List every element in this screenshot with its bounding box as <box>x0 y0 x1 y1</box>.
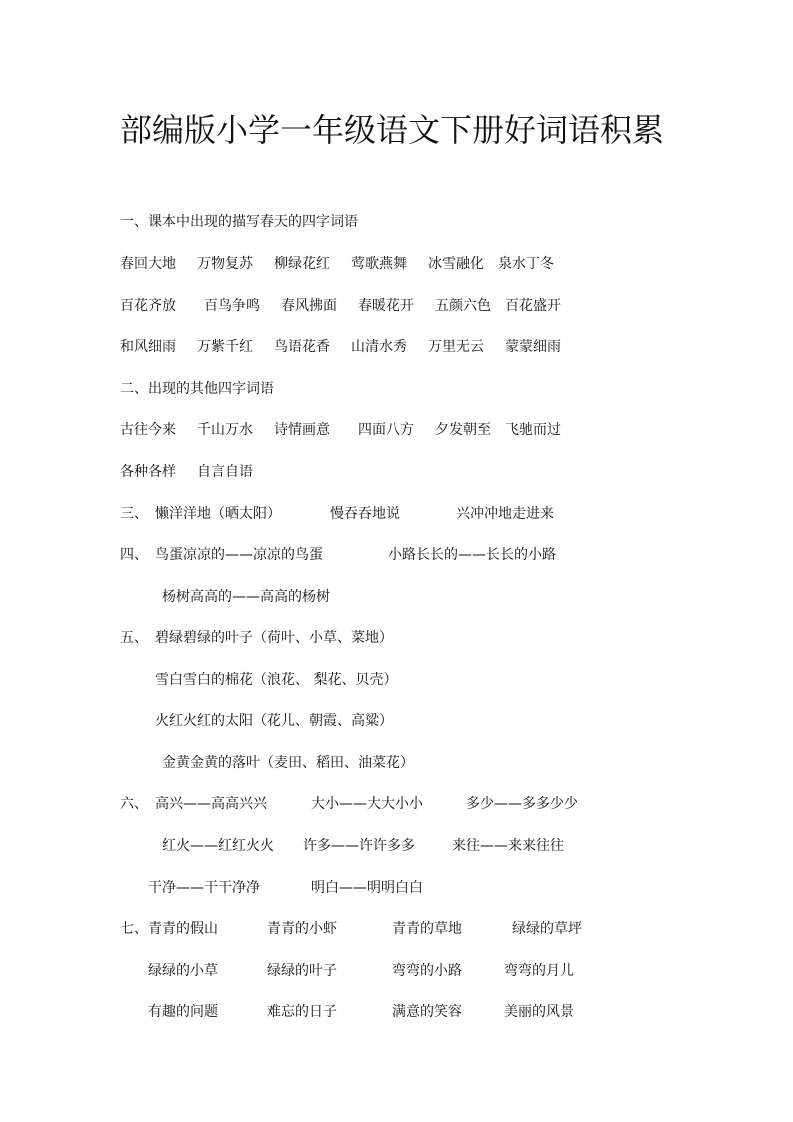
word: 飞驰而过 <box>505 422 561 438</box>
word: 万紫千红 <box>197 339 253 355</box>
word: 莺歌燕舞 <box>351 256 407 272</box>
section-label: 四、 <box>120 547 148 563</box>
phrase: 满意的笑容 <box>392 1004 462 1020</box>
phrase: 干净——干干净净 <box>148 880 260 896</box>
phrase: 高兴——高高兴兴 <box>155 796 267 812</box>
word: 鸟语花香 <box>274 339 330 355</box>
phrase: 多少——多多少少 <box>466 796 578 812</box>
section-2-heading: 二、出现的其他四字词语 <box>120 381 274 397</box>
phrase: 绿绿的小草 <box>148 963 218 979</box>
word: 各种各样 <box>120 464 176 480</box>
word: 四面八方 <box>358 422 414 438</box>
phrase: 美丽的风景 <box>504 1004 574 1020</box>
word: 万物复苏 <box>197 256 253 272</box>
phrase: 红火——红红火火 <box>162 838 274 854</box>
phrase: 慢吞吞地说 <box>330 506 400 522</box>
phrase: 兴冲冲地走进来 <box>456 506 554 522</box>
section-label: 三、 <box>120 506 148 522</box>
phrase: 火红火红的太阳（花儿、朝霞、高粱） <box>155 713 393 729</box>
section-label: 七、 <box>120 921 148 937</box>
phrase: 懒洋洋地（晒太阳） <box>155 506 281 522</box>
phrase: 青青的小虾 <box>267 921 337 937</box>
word: 百鸟争鸣 <box>204 298 260 314</box>
page-title: 部编版小学一年级语文下册好词语积累 <box>120 111 665 149</box>
phrase: 杨树高高的——高高的杨树 <box>162 589 330 605</box>
word: 诗情画意 <box>274 422 330 438</box>
phrase: 青青的草地 <box>392 921 462 937</box>
phrase: 弯弯的月儿 <box>504 963 574 979</box>
word: 夕发朝至 <box>435 422 491 438</box>
word: 山清水秀 <box>351 339 407 355</box>
word: 千山万水 <box>197 422 253 438</box>
word: 古往今来 <box>120 422 176 438</box>
phrase: 难忘的日子 <box>267 1004 337 1020</box>
phrase: 明白——明明白白 <box>311 880 423 896</box>
phrase: 许多——许许多多 <box>303 838 415 854</box>
word: 百花齐放 <box>120 298 176 314</box>
phrase: 小路长长的——长长的小路 <box>388 547 556 563</box>
word: 蒙蒙细雨 <box>505 339 561 355</box>
phrase: 绿绿的草坪 <box>512 921 582 937</box>
phrase: 鸟蛋凉凉的——凉凉的鸟蛋 <box>155 547 323 563</box>
phrase: 来往——来来往往 <box>452 838 564 854</box>
phrase: 弯弯的小路 <box>392 963 462 979</box>
word: 和风细雨 <box>120 339 176 355</box>
phrase: 绿绿的叶子 <box>267 963 337 979</box>
word: 泉水丁冬 <box>498 256 554 272</box>
phrase: 大小——大大小小 <box>311 796 423 812</box>
phrase: 有趣的问题 <box>148 1004 218 1020</box>
section-label: 六、 <box>120 796 148 812</box>
word: 五颜六色 <box>435 298 491 314</box>
phrase: 青青的假山 <box>148 921 218 937</box>
word: 春风拂面 <box>281 298 337 314</box>
word: 百花盛开 <box>505 298 561 314</box>
word: 万里无云 <box>428 339 484 355</box>
phrase: 金黄金黄的落叶（麦田、稻田、油菜花） <box>162 755 414 771</box>
word: 自言自语 <box>197 464 253 480</box>
phrase: 碧绿碧绿的叶子（荷叶、小草、菜地） <box>155 630 393 646</box>
word: 冰雪融化 <box>428 256 484 272</box>
section-label: 五、 <box>120 630 148 646</box>
word: 春暖花开 <box>358 298 414 314</box>
section-1-heading: 一、课本中出现的描写春天的四字词语 <box>120 214 358 230</box>
phrase: 雪白雪白的棉花（浪花、 梨花、贝壳） <box>155 672 398 688</box>
word: 柳绿花红 <box>274 256 330 272</box>
word: 春回大地 <box>120 256 176 272</box>
